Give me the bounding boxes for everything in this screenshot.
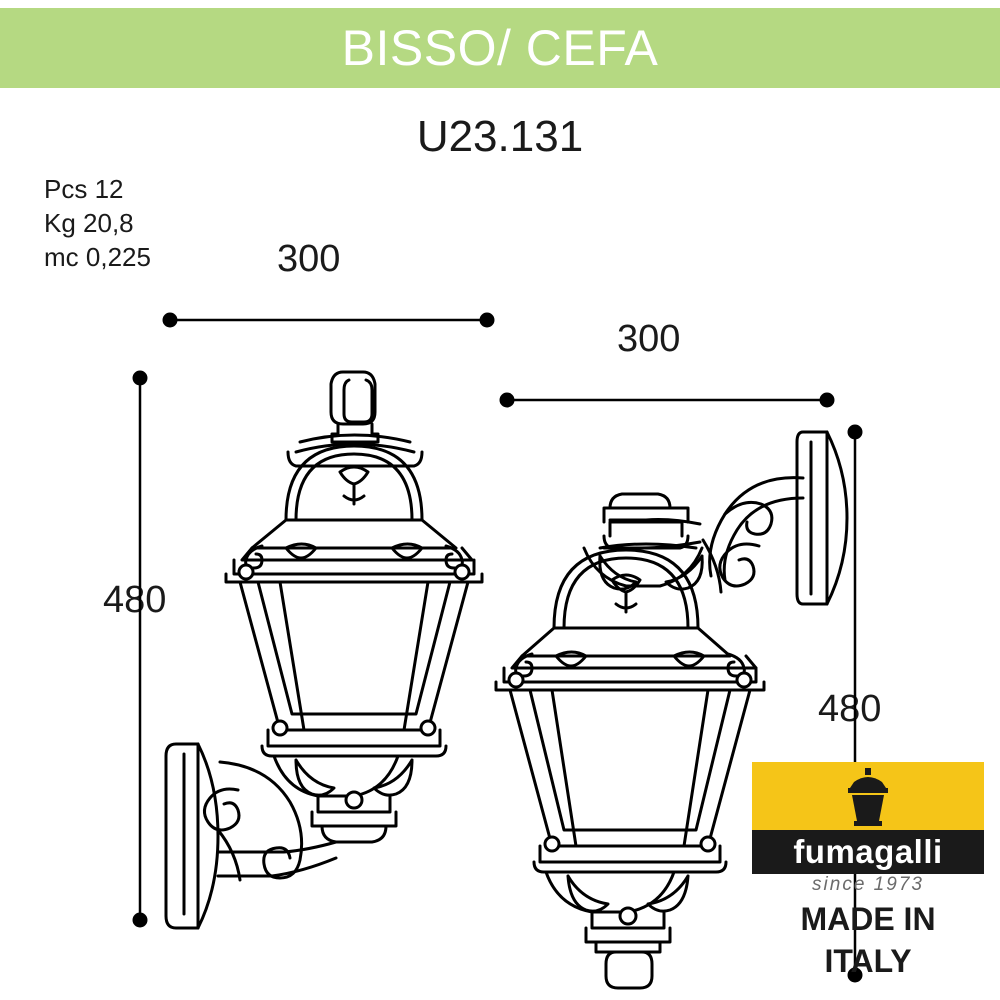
brand-logo [752,762,984,984]
drawing-wall-lantern-up [166,372,482,928]
logo-made-in-line1: MADE IN [800,901,936,937]
dimension-label-left-width: 300 [277,238,341,280]
dimension-line-left-width [164,314,493,326]
dimension-label-right-height: 480 [818,688,882,730]
dimension-line-left-height [134,372,146,926]
dimension-label-right-width: 300 [617,318,681,360]
dimension-label-left-height: 480 [103,579,167,621]
lantern-icon [836,768,900,826]
logo-made-in [752,898,984,982]
logo-since: since 1973 [812,874,924,895]
spec-kg: Kg 20,8 [44,208,134,238]
dimension-line-right-width [501,394,833,406]
logo-brand-name: fumagalli [793,833,943,870]
logo-made-in-line2: ITALY [824,943,912,979]
page-title: BISSO/ CEFA [341,20,659,76]
model-code: U23.131 [416,112,584,161]
spec-pcs: Pcs 12 [44,174,124,204]
spec-mc: mc 0,225 [44,242,151,272]
